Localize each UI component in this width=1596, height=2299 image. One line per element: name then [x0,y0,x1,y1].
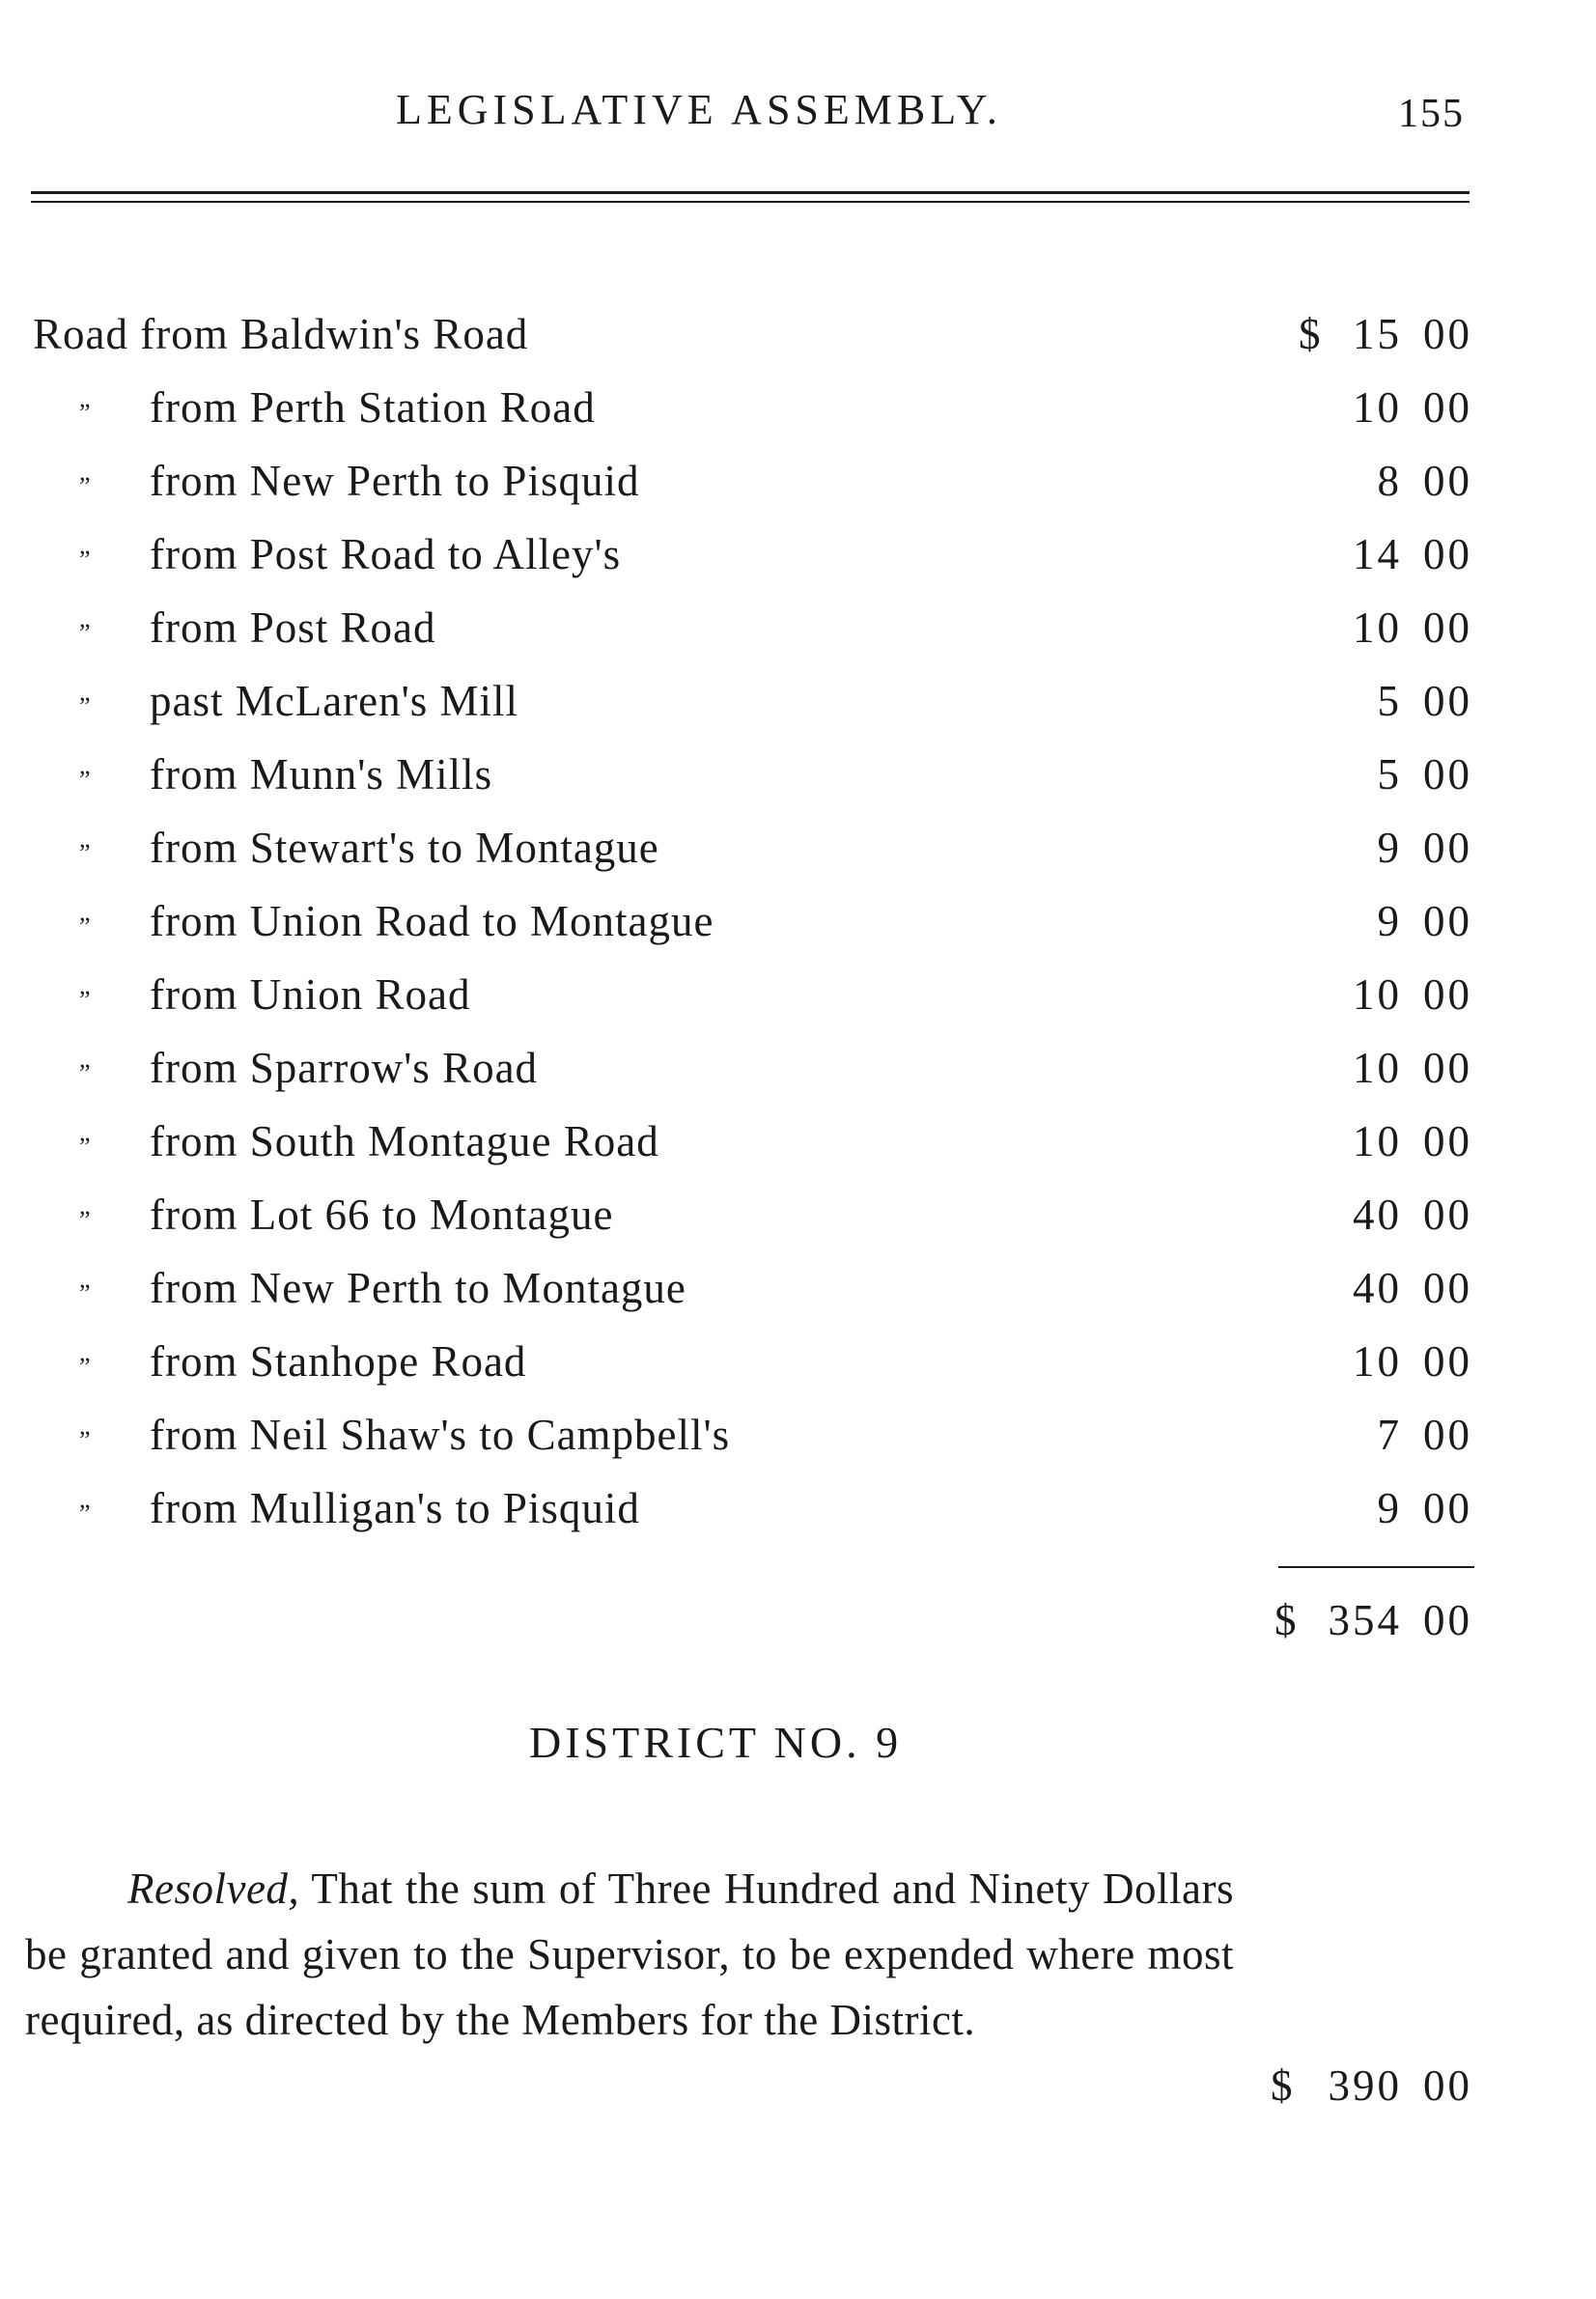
item-row [0,305,1596,378]
item-description: from New Perth to Pisquid [150,457,640,505]
item-cents: 00 [1423,1411,1472,1459]
item-description: from Lot 66 to Montague [150,1191,614,1239]
item-description: from Union Road to Montague [150,897,714,945]
item-dollars: 5 [1377,677,1402,725]
item-description: from New Perth to Montague [150,1264,686,1312]
resolution-text: That the sum of Three Hundred and Ninety Dollars be granted and given to the Supervisor, to be expended where most required, as directed by the Members for the District. [25,1864,1234,2044]
item-description: from South Montague Road [150,1117,659,1165]
item-row [0,1259,1596,1332]
item-row [0,452,1596,525]
item-description: from Munn's Mills [150,750,493,799]
item-description: past McLaren's Mill [150,677,519,725]
item-cents: 00 [1423,1191,1472,1239]
item-cents: 00 [1423,530,1472,578]
item-dollars: 10 [1353,970,1402,1019]
item-dollars: 15 [1353,310,1402,358]
ditto-mark: ” [79,1353,92,1381]
ditto-mark: ” [79,766,92,794]
item-row [0,525,1596,599]
ditto-mark: ” [79,619,92,647]
grant-currency: $ [1271,2061,1293,2110]
item-amount [1378,819,1473,877]
item-dollars: 40 [1353,1264,1402,1312]
item-dollars: 40 [1353,1191,1402,1239]
ditto-mark: ” [79,1279,92,1307]
total-currency: $ [1274,1596,1297,1644]
item-description: from Perth Station Road [150,383,596,432]
item-row [0,1039,1596,1112]
item-row [0,1406,1596,1479]
sum-rule [1278,1566,1474,1568]
item-dollars: 10 [1353,383,1402,432]
header-rule-top [31,191,1470,194]
item-cents: 00 [1423,457,1472,505]
item-cents: 00 [1423,750,1472,799]
item-row [0,378,1596,452]
item-dollars: 7 [1377,1411,1402,1459]
item-amount [1353,305,1472,363]
item-dollars: 9 [1377,1484,1402,1532]
ditto-mark: ” [79,986,92,1014]
item-cents: 00 [1423,1117,1472,1165]
item-amount [1378,1406,1473,1464]
district-title: DISTRICT NO. 9 [529,1718,903,1767]
ditto-mark: ” [79,472,92,500]
item-row [0,892,1596,966]
ditto-mark: ” [79,912,92,940]
item-amount [1378,892,1473,950]
item-description: from Union Road [150,970,471,1019]
item-amount [1353,1332,1472,1390]
item-description: from Sparrow's Road [150,1044,539,1092]
item-cents: 00 [1423,1264,1472,1312]
item-description: Road from Baldwin's Road [33,310,529,358]
item-description: from Stanhope Road [150,1337,527,1386]
ditto-mark: ” [79,1426,92,1454]
item-cents: 00 [1423,603,1472,652]
item-amount [1353,525,1472,583]
ditto-mark: ” [79,1206,92,1234]
item-cents: 00 [1423,897,1472,945]
header-rule-bottom [31,201,1470,203]
resolved-word: Resolved, [127,1864,300,1913]
item-row [0,1332,1596,1406]
ditto-mark: ” [79,1059,92,1087]
item-row [0,1112,1596,1186]
ditto-mark: ” [79,692,92,720]
item-dollars: 8 [1377,457,1402,505]
item-dollars: 10 [1353,1117,1402,1165]
ditto-mark: ” [79,546,92,574]
grant-dollars: 390 [1328,2061,1402,2110]
item-row [0,1479,1596,1553]
item-description: from Post Road [150,603,436,652]
item-amount [1378,452,1473,510]
item-row [0,819,1596,892]
item-dollars: 9 [1377,824,1402,872]
item-amount [1353,599,1472,657]
item-cents: 00 [1423,824,1472,872]
resolution-paragraph [25,1856,1234,2053]
grant-amount [1329,2057,1473,2115]
page-number: 155 [1398,92,1465,136]
total-cents: 00 [1423,1596,1472,1644]
item-row [0,966,1596,1039]
grant-cents: 00 [1423,2061,1472,2110]
item-dollars: 10 [1353,1044,1402,1092]
item-cents: 00 [1423,970,1472,1019]
item-description: from Post Road to Alley's [150,530,622,578]
item-amount [1378,745,1473,803]
item-amount [1378,1479,1473,1537]
item-row [0,745,1596,819]
ditto-mark: ” [79,399,92,427]
ditto-mark: ” [79,1133,92,1161]
item-description: from Neil Shaw's to Campbell's [150,1411,731,1459]
item-dollars: 9 [1377,897,1402,945]
item-cents: 00 [1423,1044,1472,1092]
item-cents: 00 [1423,1337,1472,1386]
item-row [0,1186,1596,1259]
page-header [0,85,1596,143]
total-row [0,1591,1596,1649]
item-row [0,672,1596,745]
item-cents: 00 [1423,1484,1472,1532]
ditto-mark: ” [79,1500,92,1528]
item-cents: 00 [1423,383,1472,432]
item-currency: $ [1299,310,1321,358]
total-dollars: 354 [1328,1596,1402,1644]
item-amount [1353,378,1472,436]
running-head: LEGISLATIVE ASSEMBLY. [396,86,1002,133]
item-description: from Mulligan's to Pisquid [150,1484,640,1532]
item-amount [1353,1259,1472,1317]
ditto-mark: ” [79,839,92,867]
item-row [0,599,1596,672]
appropriations-list [0,305,1596,1553]
item-amount [1353,1112,1472,1170]
item-cents: 00 [1423,677,1472,725]
total-amount [1329,1591,1473,1649]
item-dollars: 10 [1353,1337,1402,1386]
item-description: from Stewart's to Montague [150,824,659,872]
item-dollars: 10 [1353,603,1402,652]
item-amount [1353,1186,1472,1244]
item-cents: 00 [1423,310,1472,358]
item-amount [1353,966,1472,1023]
grant-row [0,2057,1596,2115]
item-dollars: 14 [1353,530,1402,578]
item-dollars: 5 [1377,750,1402,799]
item-amount [1378,672,1473,730]
item-amount [1353,1039,1472,1097]
